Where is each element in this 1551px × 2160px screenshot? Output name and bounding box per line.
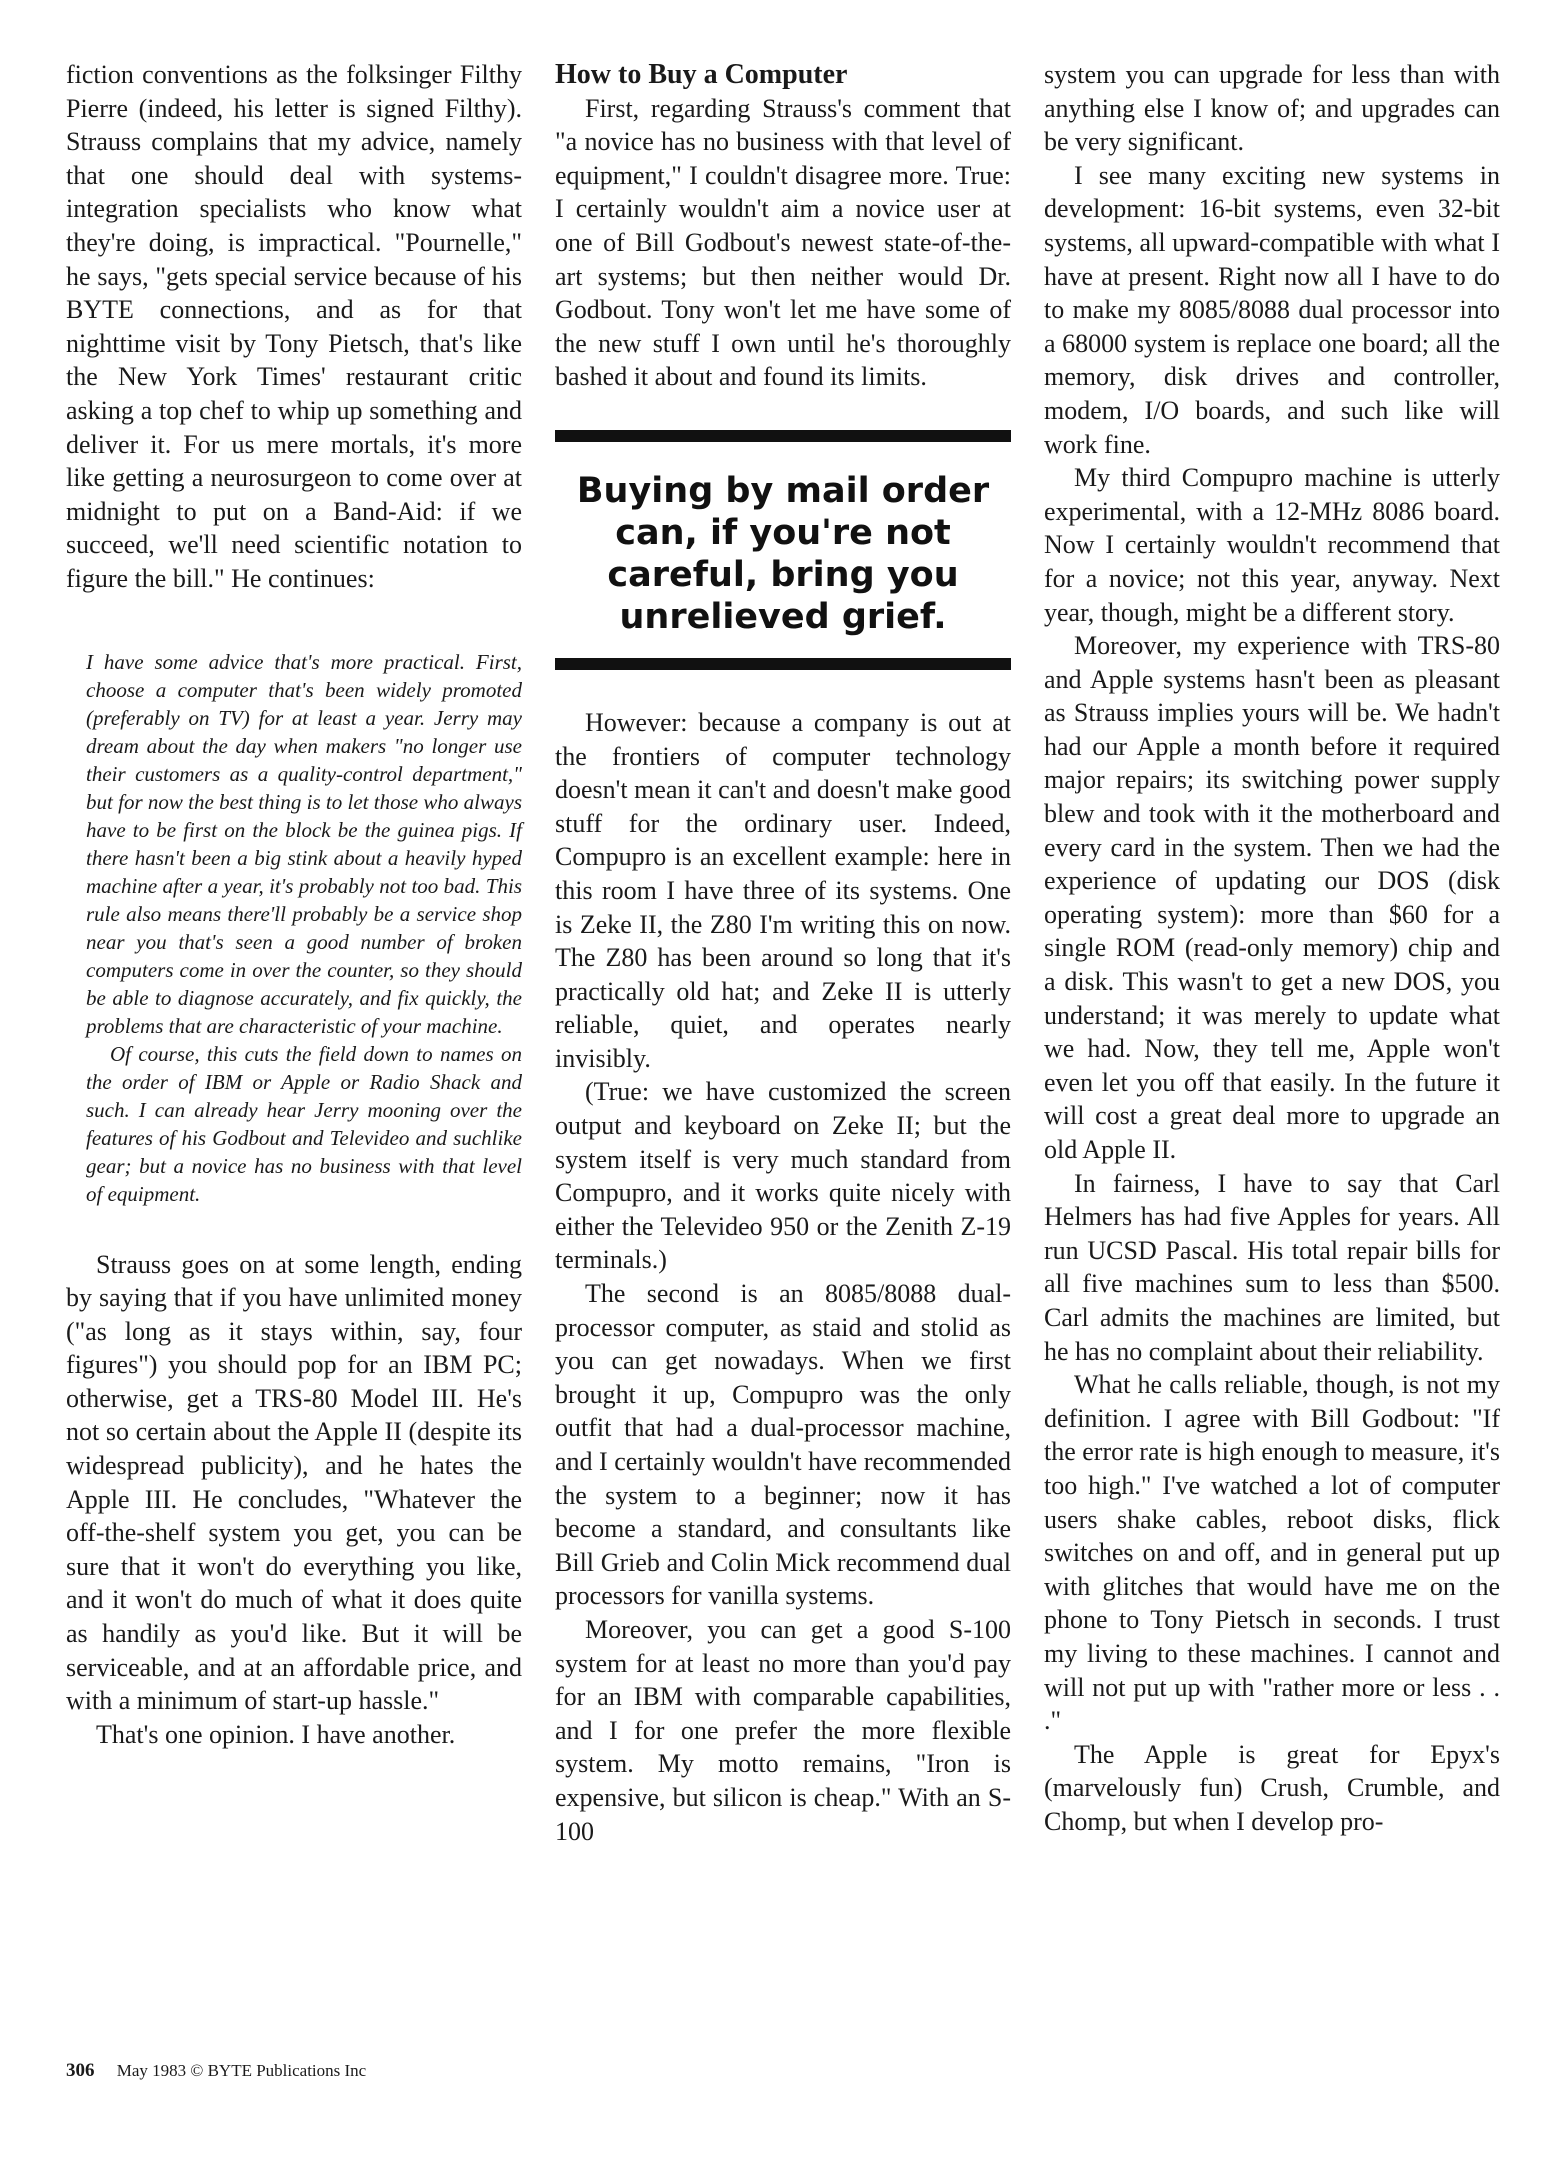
body-paragraph: I see many exciting new systems in development: 16-bit systems, even 32-bit systems, all upward-compatible with what I have at present. Right now all I have to do to make my 8085/8088 dual processor into a 68000 system is replace one board; all the memory, disk drives and controller, modem, I/O boards, and such like will work fine. [1044,160,1500,459]
body-paragraph: Strauss goes on at some length, ending by saying that if you have unlimited money ("as long as it stays within, say, four figures") you should pop for an IBM PC; otherwise, get a TRS-80 Model III. He's not so certain about the Apple II (despite its widespread publicity), and he hates the Apple III. He concludes, "Whatever the off-the-shelf system you get, you can be sure that it won't do everything you like, and it won't do much of what it does quite as handily as you'd like. But it will be serviceable, and at an affordable price, and with a minimum of start-up hassle." [66,1249,522,1716]
page-number: 306 [66,2060,95,2081]
body-paragraph: The second is an 8085/8088 dual-processor computer, as staid and stolid as you can get nowadays. When we first brought it up, Compupro was the only outfit that had a dual-processor machine, and I certainly wouldn't have recommended the system to a beginner; now it has become a standard, and consultants like Bill Grieb and Colin Mick recommend dual processors for vanilla systems. [555,1279,1011,1611]
body-paragraph: (True: we have customized the screen output and keyboard on Zeke II; but the system itself is very much standard from Compupro, and it works quite nicely with either the Televideo 950 or the Zenith Z-19 terminals.) [555,1077,1011,1275]
body-paragraph: Moreover, my experience with TRS-80 and Apple systems hasn't been as pleasant as Strauss implies yours will be. We hadn't had our Apple a month before it required major repairs; its switching power supply blew and took with it the motherboard and every card in the system. Then we had the experience of updating our DOS (disk operating system): more than $60 for a single ROM (read-only memory) chip and a disk. This wasn't to get a new DOS, you understand; it was merely to update what we had. Now, they tell me, Apple won't even let you off that easily. In the future it will cost a great deal more to upgrade an old Apple II. [1044,631,1500,1164]
column-1 [66,58,522,1751]
column-3 [1044,58,1500,1838]
body-paragraph: In fairness, I have to say that Carl Helmers has had five Apples for years. All run UCSD Pascal. His total repair bills for all five machines sum to less than $500. Carl admits the machines are limited, but he has no complaint about their reliability. [1044,1168,1500,1366]
body-paragraph: system you can upgrade for less than with anything else I know of; and upgrades can be very significant. [1044,60,1500,157]
pull-quote-text: Buying by mail order can, if you're not careful, bring you unrelieved grief. [576,470,990,637]
pull-quote [555,430,1011,670]
body-paragraph: The Apple is great for Epyx's (marvelously fun) Crush, Crumble, and Chomp, but when I develop pro- [1044,1739,1500,1836]
pull-quote-bottom-rule [555,658,1011,670]
body-paragraph: First, regarding Strauss's comment that "a novice has no business with that level of equipment," I couldn't disagree more. True: I certainly wouldn't aim a novice user at one of Bill Godbout's newest state-of-the-art systems; but then neither would Dr. Godbout. Tony won't let me have some of the new stuff I own until he's thoroughly bashed it about and found its limits. [555,93,1011,392]
quote-paragraph: Of course, this cuts the field down to names on the order of IBM or Apple or Radio Shack and such. I can already hear Jerry mooning over the features of his Godbout and Televideo and suchlike gear; but a novice has no business with that level of equipment. [86,1041,522,1206]
page-footer [66,2060,366,2082]
column-2 [555,58,1011,1848]
body-paragraph: fiction conventions as the folksinger Filthy Pierre (indeed, his letter is signed Filthy). Strauss complains that my advice, namely that one should deal with systems-integration specialists who know what they're doing, is impractical. "Pournelle," he says, "gets special service because of his BYTE connections, and as for that nighttime visit by Tony Pietsch, that's like the New York Times' restaurant critic asking a top chef to whip up something and deliver it. For us mere mortals, it's more like getting a neurosurgeon to come over at midnight to put on a Band-Aid: if we succeed, we'll need scientific notation to figure the bill." He continues: [66,60,522,593]
section-heading: How to Buy a Computer [555,59,848,90]
block-quote [86,648,522,1208]
body-paragraph: However: because a company is out at the frontiers of computer technology doesn't mean it can't and doesn't make good stuff for the ordinary user. Indeed, Compupro is an excellent example: here in this room I have three of its systems. One is Zeke II, the Z80 I'm writing this on now. The Z80 has been around so long that it's practically old hat; and Zeke II is utterly reliable, quiet, and operates nearly invisibly. [555,707,1011,1073]
body-paragraph: Moreover, you can get a good S-100 system for at least no more than you'd pay for an IBM with comparable capabilities, and I for one prefer the more flexible system. My motto remains, "Iron is expensive, but silicon is cheap." With an S-100 [555,1614,1011,1846]
body-paragraph: That's one opinion. I have another. [96,1719,456,1749]
body-paragraph: What he calls reliable, though, is not my definition. I agree with Bill Godbout: "If the error rate is high enough to measure, it's too high." I've watched a lot of computer users shake cables, reboot disks, flick switches on and off, and in general put up with glitches that would have me on the phone to Tony Pietsch in seconds. I trust my living to these machines. I cannot and will not put up with "rather more or less . . ." [1044,1370,1500,1736]
publication-credit: May 1983 © BYTE Publications Inc [116,2061,367,2080]
quote-paragraph: I have some advice that's more practical. First, choose a computer that's been widely promoted (preferably on TV) for at least a year. Jerry may dream about the day when makers "no longer use their customers as a quality-control department," but for now the best thing is to let those who always have to be first on the block be the guinea pigs. If there hasn't been a big stink about a heavily hyped machine after a year, it's probably not too bad. This rule also means there'll probably be a service shop near you that's seen a good number of broken computers come in over the counter, so they should be able to diagnose accurately, and fix quickly, the problems that are characteristic of your machine. [86,649,522,1038]
body-paragraph: My third Compupro machine is utterly experimental, with a 12-MHz 8086 board. Now I certainly wouldn't recommend that for a novice; not this year, anyway. Next year, though, might be a different story. [1044,463,1500,627]
pull-quote-top-rule [555,430,1011,442]
